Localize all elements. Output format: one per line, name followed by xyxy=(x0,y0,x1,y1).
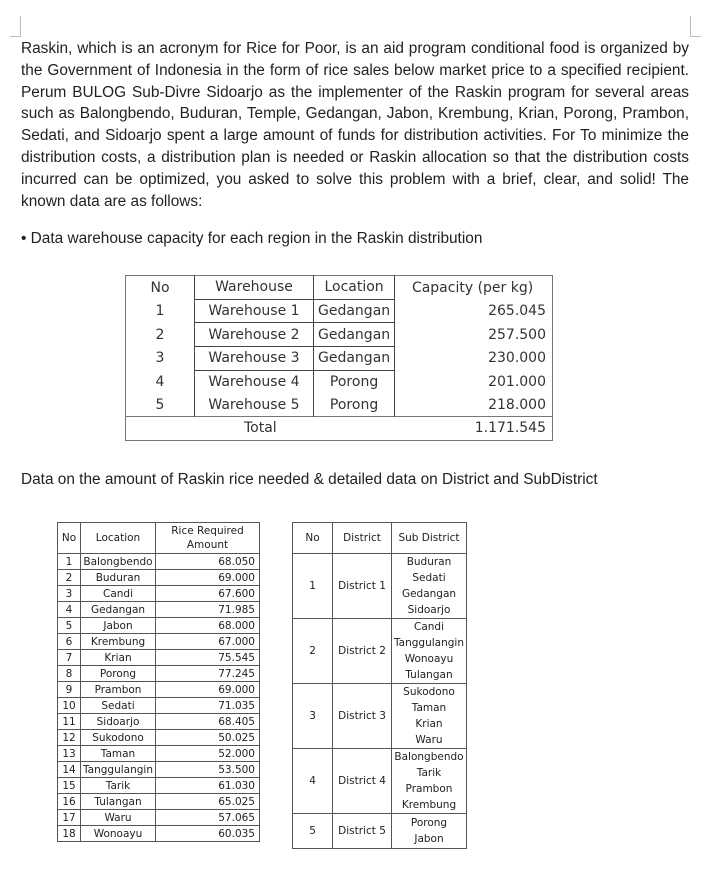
cell-location: Tanggulangin xyxy=(81,762,156,778)
cell-no: 5 xyxy=(126,393,195,416)
cell-no: 3 xyxy=(58,586,81,602)
cell-location: Tarik xyxy=(81,778,156,794)
table-row xyxy=(58,618,260,634)
table-row xyxy=(58,762,260,778)
table-row xyxy=(293,684,467,749)
cell-no: 4 xyxy=(58,602,81,618)
header-no: No xyxy=(58,523,81,554)
cell-sub-districts xyxy=(391,554,466,619)
table-row xyxy=(293,619,467,684)
warehouse-table-header xyxy=(126,276,553,300)
warehouse-capacity-caption: • Data warehouse capacity for each region in the Raskin distribution xyxy=(21,230,483,247)
cell-no: 16 xyxy=(58,794,81,810)
cell-location: Candi xyxy=(81,586,156,602)
cell-capacity: 201.000 xyxy=(488,373,546,390)
sub-district: Balongbendo xyxy=(394,751,464,763)
cell-location: Sedati xyxy=(81,698,156,714)
cell-no: 4 xyxy=(126,370,195,393)
rice-needs-caption: Data on the amount of Raskin rice needed & detailed data on District and SubDistrict xyxy=(21,471,598,488)
sub-district: Porong xyxy=(410,817,448,829)
cell-location: Gedangan xyxy=(81,602,156,618)
sub-district: Tarik xyxy=(416,767,442,779)
cell-no: 6 xyxy=(58,634,81,650)
cell-amount: 69.000 xyxy=(156,570,260,586)
table-row xyxy=(58,570,260,586)
header-amount xyxy=(156,523,260,554)
cell-no: 7 xyxy=(58,650,81,666)
needs-table-header xyxy=(58,523,260,554)
cell-no: 5 xyxy=(58,618,81,634)
sub-district: Waru xyxy=(415,734,443,746)
cell-no: 14 xyxy=(58,762,81,778)
header-location: Location xyxy=(314,276,395,300)
cell-warehouse: Warehouse 4 xyxy=(195,370,314,393)
cell-no: 15 xyxy=(58,778,81,794)
table-row xyxy=(58,698,260,714)
cell-location: Sukodono xyxy=(81,730,156,746)
cell-location: Jabon xyxy=(81,618,156,634)
total-label: Total xyxy=(126,417,395,441)
header-warehouse: Warehouse xyxy=(195,276,314,300)
sub-district: Wonoayu xyxy=(404,653,454,665)
cell-amount: 65.025 xyxy=(156,794,260,810)
cell-no: 13 xyxy=(58,746,81,762)
sub-district: Gedangan xyxy=(401,588,457,600)
cell-location: Sidoarjo xyxy=(81,714,156,730)
cell-location: Krian xyxy=(81,650,156,666)
table-row xyxy=(58,634,260,650)
table-row xyxy=(58,746,260,762)
table-row xyxy=(58,810,260,826)
table-row xyxy=(126,347,553,371)
cell-no: 12 xyxy=(58,730,81,746)
cell-amount: 68.050 xyxy=(156,554,260,570)
sub-district: Taman xyxy=(411,702,447,714)
intro-paragraph: Raskin, which is an acronym for Rice for Poor, is an aid program conditional food is organized by the Government of Indonesia in the form of rice sales below market price to a specified recipient. Perum BULOG Sub-Divre Sidoarjo as the implementer of the Raskin program for several areas such as Balongbendo, Buduran, Temple, Gedangan, Jabon, Krembung, Krian, Porong, Prambon, Sedati, and Sidoarjo spent a large amount of funds for distribution activities. For To minimize the distribution costs, a distribution plan is needed or Raskin allocation so that the distribution costs incurred can be optimized, you asked to solve this problem with a brief, clear, and solid! The known data are as follows: xyxy=(21,40,689,210)
cell-no: 3 xyxy=(293,684,333,749)
cell-no: 3 xyxy=(126,347,195,371)
table-row xyxy=(58,586,260,602)
cell-location: Prambon xyxy=(81,682,156,698)
cell-no: 2 xyxy=(293,619,333,684)
cell-location: Waru xyxy=(81,810,156,826)
sub-district: Sedati xyxy=(412,572,446,584)
sub-district: Jabon xyxy=(414,833,444,845)
table-row xyxy=(293,554,467,619)
cell-no: 17 xyxy=(58,810,81,826)
table-row xyxy=(126,370,553,393)
cell-amount: 67.000 xyxy=(156,634,260,650)
table-row xyxy=(126,393,553,416)
cell-no: 2 xyxy=(126,323,195,347)
table-row xyxy=(58,714,260,730)
cell-no: 1 xyxy=(293,554,333,619)
table-row xyxy=(58,682,260,698)
table-row xyxy=(58,730,260,746)
table-row xyxy=(58,650,260,666)
header-amount-line2: Amount xyxy=(186,539,229,551)
page-corner-mark-right xyxy=(690,16,701,37)
cell-location: Wonoayu xyxy=(81,826,156,842)
cell-no: 1 xyxy=(58,554,81,570)
table-row xyxy=(58,666,260,682)
cell-capacity: 257.500 xyxy=(488,326,546,343)
cell-no: 2 xyxy=(58,570,81,586)
cell-amount: 67.600 xyxy=(156,586,260,602)
cell-amount: 71.035 xyxy=(156,698,260,714)
cell-no: 11 xyxy=(58,714,81,730)
cell-warehouse: Warehouse 5 xyxy=(195,393,314,416)
table-row xyxy=(58,602,260,618)
cell-sub-districts xyxy=(391,814,466,849)
table-row xyxy=(58,554,260,570)
header-capacity: Capacity (per kg) xyxy=(411,279,534,296)
cell-amount: 53.500 xyxy=(156,762,260,778)
cell-location: Gedangan xyxy=(314,323,395,347)
cell-amount: 50.025 xyxy=(156,730,260,746)
table-row xyxy=(293,749,467,814)
cell-warehouse: Warehouse 2 xyxy=(195,323,314,347)
cell-capacity: 218.000 xyxy=(488,396,546,413)
sub-district: Sidoarjo xyxy=(407,604,451,616)
cell-sub-districts xyxy=(391,749,466,814)
sub-district: Buduran xyxy=(406,556,452,568)
sub-district: Tulangan xyxy=(405,669,453,681)
header-district: District xyxy=(333,523,392,554)
cell-no: 8 xyxy=(58,666,81,682)
sub-district: Sukodono xyxy=(403,686,455,698)
cell-district: District 4 xyxy=(333,749,392,814)
cell-amount: 75.545 xyxy=(156,650,260,666)
sub-district: Tanggulangin xyxy=(393,637,464,649)
cell-location: Porong xyxy=(81,666,156,682)
table-row xyxy=(58,826,260,842)
header-no: No xyxy=(293,523,333,554)
page-corner-mark-left xyxy=(10,16,21,37)
cell-sub-districts xyxy=(391,684,466,749)
cell-location: Taman xyxy=(81,746,156,762)
cell-capacity: 265.045 xyxy=(488,303,546,320)
sub-district: Candi xyxy=(413,621,444,633)
header-location: Location xyxy=(81,523,156,554)
cell-amount: 68.405 xyxy=(156,714,260,730)
cell-location: Gedangan xyxy=(314,347,395,371)
cell-amount: 71.985 xyxy=(156,602,260,618)
cell-location: Tulangan xyxy=(81,794,156,810)
cell-no: 4 xyxy=(293,749,333,814)
cell-amount: 69.000 xyxy=(156,682,260,698)
cell-location: Porong xyxy=(314,393,395,416)
warehouse-capacity-table xyxy=(125,275,553,441)
cell-capacity: 230.000 xyxy=(488,350,546,367)
table-row xyxy=(126,299,553,323)
rice-needs-table xyxy=(57,522,260,842)
header-sub-district: Sub District xyxy=(391,523,466,554)
cell-amount: 77.245 xyxy=(156,666,260,682)
sub-district: Krian xyxy=(415,718,443,730)
cell-warehouse: Warehouse 3 xyxy=(195,347,314,371)
table-row xyxy=(126,323,553,347)
table-total-row xyxy=(126,417,553,441)
cell-district: District 3 xyxy=(333,684,392,749)
cell-no: 9 xyxy=(58,682,81,698)
cell-amount: 61.030 xyxy=(156,778,260,794)
header-amount-line1: Rice Required xyxy=(171,525,244,537)
cell-amount: 52.000 xyxy=(156,746,260,762)
cell-no: 18 xyxy=(58,826,81,842)
cell-location: Balongbendo xyxy=(81,554,156,570)
cell-amount: 68.000 xyxy=(156,618,260,634)
cell-no: 5 xyxy=(293,814,333,849)
table-row xyxy=(293,814,467,849)
table-row xyxy=(58,794,260,810)
cell-location: Krembung xyxy=(81,634,156,650)
cell-amount: 57.065 xyxy=(156,810,260,826)
district-table-header xyxy=(293,523,467,554)
header-no: No xyxy=(126,276,195,300)
cell-district: District 1 xyxy=(333,554,392,619)
sub-district: Prambon xyxy=(405,783,453,795)
district-table xyxy=(292,522,467,849)
cell-location: Gedangan xyxy=(314,299,395,323)
total-value: 1.171.545 xyxy=(395,417,553,441)
cell-location: Porong xyxy=(314,370,395,393)
cell-district: District 2 xyxy=(333,619,392,684)
table-row xyxy=(58,778,260,794)
sub-district: Krembung xyxy=(401,799,457,811)
cell-sub-districts xyxy=(391,619,466,684)
cell-district: District 5 xyxy=(333,814,392,849)
cell-warehouse: Warehouse 1 xyxy=(195,299,314,323)
cell-no: 1 xyxy=(126,299,195,323)
cell-location: Buduran xyxy=(81,570,156,586)
cell-no: 10 xyxy=(58,698,81,714)
cell-amount: 60.035 xyxy=(156,826,260,842)
